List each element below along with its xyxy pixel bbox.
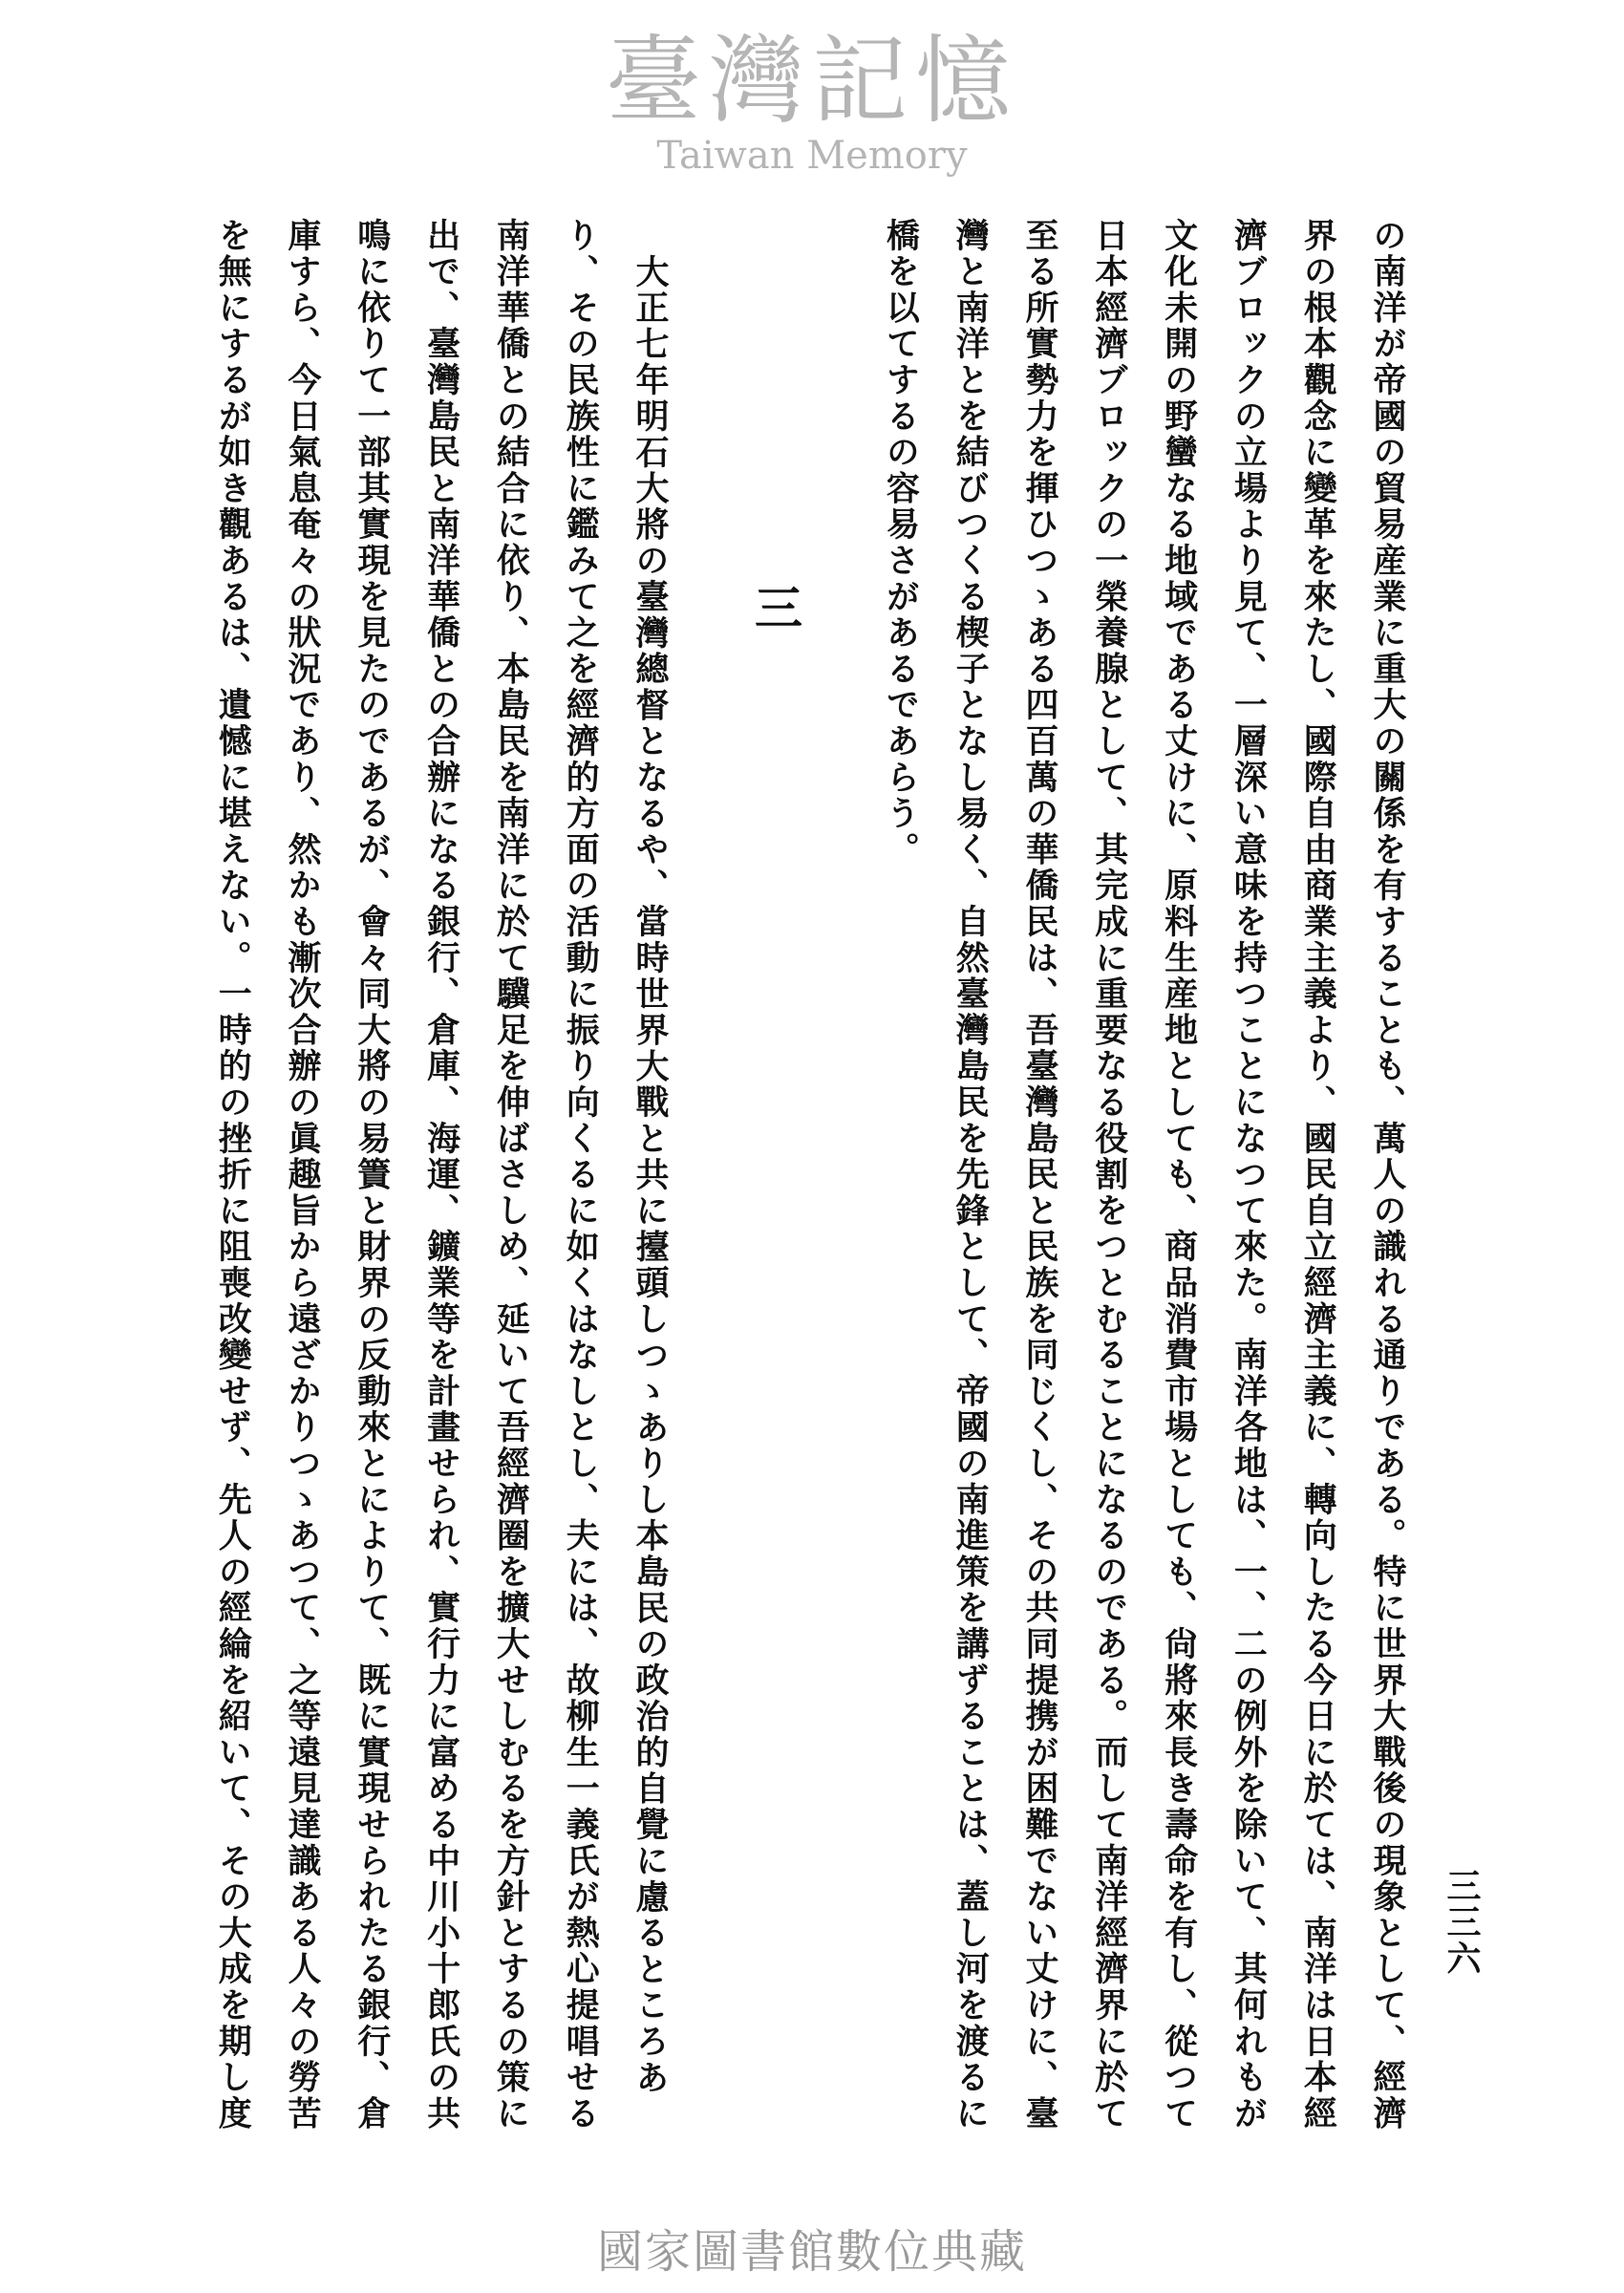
watermark-english: Taiwan Memory <box>656 134 968 178</box>
text-column: 庫すら、今日氣息奄々の狀況であり、然かも漸次合辦の眞趣旨から遠ざかりつゝあつて、之等遠見達識ある人々の勞苦 <box>283 218 322 2132</box>
page-number: 三三六 <box>1442 1868 1482 1977</box>
footer-archive-label: 國家圖書館數位典藏 <box>596 2225 1027 2279</box>
watermark-logo <box>564 25 1060 178</box>
text-column: 橋を以てするの容易さがあるであらう。 <box>881 218 921 868</box>
text-column: 大正七年明石大將の臺灣總督となるや、當時世界大戰と共に擡頭しつゝありし本島民の政治的自覺に慮るところあ <box>630 254 670 2096</box>
text-column: 灣と南洋とを結びつくる楔子となし易く、自然臺灣島民を先鋒として、帝國の南進策を講ずることは、蓋し河を渡るに <box>951 218 991 2132</box>
watermark-chinese: 臺灣記憶 <box>606 25 1018 137</box>
text-column: 鳴に依りて一部其實現を見たのであるが、會々同大將の易簀と財界の反動來とによりて、既に實現せられたる銀行、倉 <box>352 218 392 2132</box>
text-column: 至る所實勢力を揮ひつゝある四百萬の華僑民は、吾臺灣島民と民族を同じくし、その共同提携が困難でない丈けに、臺 <box>1020 218 1059 2132</box>
section-heading: 三 <box>747 583 803 631</box>
text-column: を無にするが如き觀あるは、遺憾に堪えない。一時的の挫折に阻喪改變せず、先人の經綸を紹いて、その大成を期し度 <box>213 218 253 2132</box>
text-column: 文化未開の野蠻なる地域である丈けに、原料生産地としても、商品消費市場としても、尙將來長き壽命を有し、從つて <box>1159 218 1199 2132</box>
text-column: 南洋華僑との結合に依り、本島民を南洋に於て驥足を伸ばさしめ、延いて吾經濟圈を擴大せしむるを方針とするの策に <box>491 218 531 2132</box>
text-column: の南洋が帝國の貿易産業に重大の關係を有することも、萬人の識れる通りである。特に世界大戰後の現象として、經濟 <box>1368 218 1407 2132</box>
text-column: 日本經濟ブロックの一榮養腺として、其完成に重要なる役割をつとむることになるのである。而して南洋經濟界に於て <box>1089 218 1129 2132</box>
text-column: り、その民族性に鑑みて之を經濟的方面の活動に振り向くるに如くはなしとし、夫には、故柳生一義氏が熱心提唱せる <box>561 218 601 2132</box>
text-column: 出で、臺灣島民と南洋華僑との合辦になる銀行、倉庫、海運、鑛業等を計畫せられ、實行力に富める中川小十郎氏の共 <box>421 218 461 2132</box>
text-column: 濟ブロックの立場より見て、一層深い意味を持つことになつて來た。南洋各地は、一、二の例外を除いて、其何れもが <box>1229 218 1269 2132</box>
text-column: 界の根本觀念に變革を來たし、國際自由商業主義より、國民自立經濟主義に、轉向したる今日に於ては、南洋は日本經 <box>1298 218 1338 2132</box>
